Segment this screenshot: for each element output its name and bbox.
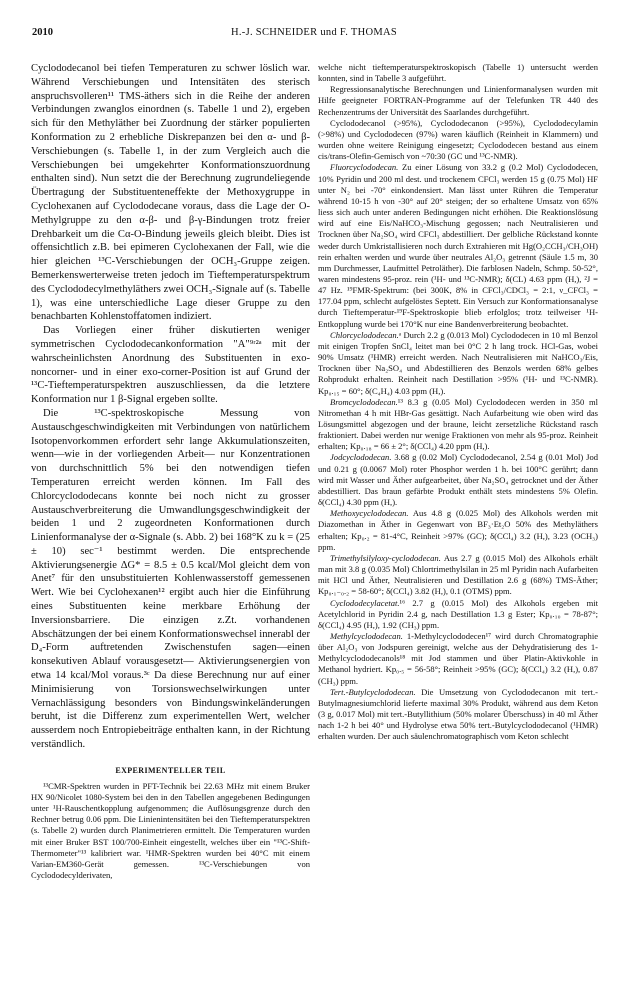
paragraph-text: ¹⁶ 2.7 g (0.015 Mol) des Alkohols ergeben mit Acetylchlorid in Pyridin 2.4 g, nach Destillation 1.3 g Ester; Kp₀.₁₀ = 78-87°; δ(CCl₄) 4.95 (H,), 1.92 (CH₃) ppm. (318, 597, 598, 630)
running-head: H.-J. SCHNEIDER und F. THOMAS (230, 27, 398, 38)
page-number: 2010 (32, 27, 53, 38)
page-header (32, 27, 596, 43)
compound-heading: Chlorcyclododecan. (330, 329, 399, 340)
paragraph (318, 687, 598, 743)
paragraph-text: ᵃ Durch 2.2 g (0.013 Mol) Cyclododecen in 10 ml Benzol mit einigen Tropfen SnCl₄ leitet man bei 0°C 2 h lang trock. HCl-Gas, wobei 90% Umsatz (¹HMR) erreicht werden. Nach Neutralisieren mit NaHCO₃/Eis, Trocknen über Na₂SO₄ und Abdestillieren des Benzols werden 68% gelbes Rohprodukt erhalten. Reinheit nach Destillation >95% (¹H- und ¹³C-NMR). Kp₀.₁₅ = 60°; δ(C₄H₄) 4.03 ppm (H,). (318, 329, 598, 396)
section-heading: EXPERIMENTELLER TEIL (115, 765, 226, 775)
paragraph-text: 1-Methylcyclododecen¹⁷ wird durch Chromatographie über Al₂O₃ von Jodspuren gereinigt, welche aus der Dehydratisierung des 1-Methylcyclododecanols¹⁸ mit Jod stammen und über Platin-Aktivkohle in Methanol hydriert. Kp₀.₅ = 56-58°; Reinheit >95% (GC); δ(CCl₄) 3.2 (H,), 0.87 (CH₃) ppm. (318, 630, 598, 686)
compound-heading: Methylcyclododecan. (330, 630, 403, 641)
compound-heading: Bromcyclododecan. (330, 396, 398, 407)
paragraph-text: 3.68 g (0.02 Mol) Cyclododecanol, 2.54 g (0.01 Mol) Jod und 0.21 g (0.0067 Mol) roter Phosphor werden 1 h. bei 100°C gerührt; dann wird mit Wasser und Äther aufgearbeitet, über Na₂SO₄ getrocknet und der Äther abdestilliert. Das braun gefärbte Produkt enthält stets mindestens 5% Olefin. δ(CCl₄) 4.30 ppm (H,). (318, 452, 598, 508)
paragraph (318, 452, 598, 508)
paragraph-text: Zu einer Lösung von 33.2 g (0.2 Mol) Cyclododecen, 10% Pyridin und 200 ml dest. und trockenem CFCl₃ werden 15 g (0.75 Mol) HF unter N₂ bei -70° einkondensiert. Man lässt unter Rühren die Temperatur während 10-15 h von -30° auf 20° steigen; der so erhaltene Umsatz von 65% liess sich auch unter anderen Bedingungen nicht erhöhen. Die Reaktionslösung wird auf eine Eis/NaHCO₃-Mischung gegossen; nach Neutralisieren und Trocknen über Na₂SO₄ wird CFCl₃ abdestilliert. Der gelbliche Rückstand konnte weder durch Umkristallisieren noch durch Extrahieren mit Hg(O₂CCH₃/CH₃OH) rein erhalten werden und wurde über neutrales Al₂O₃ getrennt (Säule 1.5 m, 30 mm Durchmesser, Laufmittel Petroläther). Die farblosen Nadeln, Schmp. 50-52°, waren mindestens 95-proz. rein (¹H- und ¹³C-NMR); δ(CL) 4.63 ppm (H,), ²J = 47 Hz. ¹⁹FMR-Spektrum: (bei 300K, 8% in CFCl₃/CDCl₃ = 2:1, ν_CFCl₃ = 177.04 ppm, schlecht aufgelöstes Septett. Ein Versuch zur Konformationsanalyse durch Tieftemperatur-¹⁹F-Spektroskopie blieb erfolglos; trotz teilweiser ¹H-Entkopplung wurde bei 170°K nur eine Bandenverbreiterung beobachtet. (318, 162, 598, 329)
paragraph-text: ¹³ 8.3 g (0.05 Mol) Cyclododecen werden in 350 ml Nitromethan 4 h mit HBr-Gas gesättigt. Nach Aufarbeitung wie oben wird das Lösungsmittel abgezogen und der braune, leicht zersetzliche Rückstand rasch fraktioniert. Dabei werden nur wenige Fraktionen von mehr als 95-proz. Reinheit erhalten; Kp₀.₁₈ = 66 ± 2°; δ(CCl₄) 4.20 ppm (H,). (318, 396, 598, 452)
left-column (31, 62, 310, 881)
right-column (318, 62, 598, 743)
paragraph (318, 598, 598, 631)
compound-heading: Fluorcyclododecan. (330, 162, 399, 173)
paragraph: Cyclododecanol bei tiefen Temperaturen zu schwer löslich war. Während Verschiebungen und Intensitäten des sterisch anspruchsvolleren¹¹ TMS-äthers sich in die Reihe der anderen Verbindungen zwanglos einordnen (s. Tabelle 1 und 2), ergeben sich für den Methyläther bei Zuordnung der stärker populierten Konformation zu 2 erhebliche Diskrepanzen bei den α- und β-Verschiebungen (s. Tabelle 1, in der zum Vergleich auch die Verschiebungen bei umgekehrter Konformationszuordnung enthalten sind). Nun setzt die der Berechnung zugrundeliegende Übertragung der Substituenteneffekte der Methoxygruppe in Cyclohexanen auf Cyclododecane voraus, dass die Lage der O-Methylgruppe zu den α-β- und β-γ-Bindungen trotz freier Drehbarkeit um die Cα-O-Bindung jeweils gleich bleibt. Dies ist offensichtlich z.B. bei epimeren Cyclohexanen der Fall, wie die hier gleichen ¹³C-Verschiebungen der OCH₃-Gruppe zeigen. Bemerkenswerterweise treten jedoch im Tieftemperaturspektrum des Cyclododecylmethyläthers zwei OCH₃-Signale auf (s. Tabelle 1), was eine unterschiedliche Lage dieser Gruppe zu den benachbarten Kohlenstoffatomen indiziert. (31, 63, 310, 323)
compound-heading: Cyclododecylacetat. (330, 597, 400, 608)
paragraph-text: Aus 2.7 g (0.015 Mol) des Alkohols erhält man mit 3.8 g (0.035 Mol) Chlortrimethylsilan in 25 ml Pyridin nach Aufarbeiten mit HCl und Äther, Neutralisieren und Destillation 2.6 g (68%) TMS-Äther; Kp₀.₁₋₀.₂ = 58-60°; δ(CCl₄) 3.82 (H,), 0.1 (OTMS) ppm. (318, 552, 598, 597)
paragraph (318, 508, 598, 553)
compound-heading: Tert.-Butylcyclododecan. (330, 686, 416, 697)
compound-heading: Methoxycyclododecan. (330, 508, 409, 519)
paragraph: Die ¹³C-spektroskopische Messung von Austauschgeschwindigkeiten mit Verbindungen von natürlichem Isotopenvorkommen erfordert sehr lange Akkumulationszeiten, wenn—wie in der vorliegenden Arbeit— nur Konzentrationen von durchschnittlich 5% bei den notwendigen tiefen Temperaturen erreicht werden können. Im Fall des Chlorcyclododecans konnte bei noch nicht zu grosser Austauschverbreiterung die Umwandlungsgeschwindigkeit der beiden 1 und 2 zugeordneten Konformationen durch Linienformanalyse der α-Signale (s. Abb. 2) bei 168°K zu k = (25 ± 10) sec⁻¹ bestimmt werden. Die entsprechende Aktivierungsenergie ΔG* = 8.5 ± 0.5 kcal/Mol gleicht dem von Anet⁷ für den unsubstituierten Kohlenwasserstoff gemessenen Wert. Wie bei Cyclohexanen¹² ergibt auch hier die Einführung eines Substituenten keine merkbare Erhöhung der Inversionsbarriere. Die einzigen z.Zt. vorhandenen Abschätzungen der bei einem Konformationswechsel innerabl der D₄-Form auftretenden Zwischenstufen sagen—einen konsekutiven Ablauf vorausgesetzt— Aktivierungsenergien von etwa 14 kcal/Mol voraus.³ᶜ Da diese Berechnung nur auf einer Minimisierung von Torsionswechselwirkungen unter Vernachlässigung besonders von Bindungswinkeländerungen beruht, ist die Differenz zum experimentellen Wert, welcher ausserdem noch Entropiebeiträge enthalten kann, in der Richtung verständlich. (31, 407, 310, 751)
paragraph: Cyclododecanol (>95%), Cyclododecanon (>95%), Cyclododecylamin (>98%) und Cyclododecen (97%) waren käuflich (Reinheit in Klammern) und wurden ohne weitere Reinigung eingesetzt; Cyclododecen bestand aus einem cis/trans-Olefin-Gemisch von ~70:30 (GC und ¹³C-NMR). (318, 117, 598, 162)
paragraph: Regressionsanalytische Berechnungen und Linienformanalysen wurden mit Hilfe geeigneter FORTRAN-Programme auf der Telefunken TR 440 des Rechenzentrums der Universität des Saarlandes durchgeführt. (318, 84, 598, 117)
paragraph (318, 330, 598, 397)
compound-heading: Trimethylsilyloxy-cyclododecan. (330, 552, 441, 563)
paragraph (318, 397, 598, 453)
paragraph: Das Vorliegen einer früher diskutierten weniger symmetrischen Cyclododecankonformation "A"⁹ʳ²ᵃ mit der wahrscheinlichsten Anordnung des Substituenten in exo-noncorner- und in einer exo-corner-Position ist auf Grund der ¹³C-Tieftemperaturspektren auszuschliessen, da die letztere Konformation nur 1 β-Signal ergeben sollte. (31, 325, 310, 406)
paragraph (318, 553, 598, 598)
compound-heading: Jodcyclododecan. (330, 452, 392, 463)
paragraph-text: Die Umsetzung von Cyclododecanon mit tert.-Butylmagnesiumchlorid lieferte maximal 30% Produkt, während aus dem Keton (3 g, 0.017 Mol) mit tert.-Butyllithium (50% molarer Überschuss) in 40 ml Äther nach 1-2 h bei 40° und Hydrolyse etwa 50% tert.-Butylcyclododecanol (¹HMR) erhalten wurden. Der auch säulenchromatographisch vom Keton schlecht (318, 686, 598, 742)
paragraph-text: Aus 4.8 g (0.025 Mol) des Alkohols werden mit Diazomethan in Äther in Gegenwart von BF₃·Et₂O 50% des Methyläthers erhalten; Kp₀.₂ = 81-4°C, Reinheit >97% (GC); δ(CCl₄) 3.2 (H,), 3.23 (OCH₃) ppm. (318, 508, 598, 552)
paragraph (318, 162, 598, 329)
paragraph: welche nicht tieftemperaturspektroskopisch (Tabelle 1) untersucht werden konnten, sind in Tabelle 3 aufgeführt. (318, 62, 598, 84)
paragraph: ¹³CMR-Spektren wurden in PFT-Technik bei 22.63 MHz mit einem Bruker HX 90/Nicolet 1080-System bei den in den Tabellen angegebenen Bedingungen unter ¹H-Rauschentkopplung aufgenommen; die Auflösungsgrenze durch den Rechner betrug 0.06 ppm. Die Linienintensitäten bei den Tieftemperaturspektren (s. Tabelle 2) wurden durch Planimetrieren ermittelt. Die Temperaturen wurden mit einer Bruker BST 100/700-Einheit eingestellt, welches über ein "¹³C-Shift-Thermometer"¹³ kalibriert war. ¹HMR-Spektren wurden bei 40°C mit einem Varian-EM360-Gerät gemessen. ¹³C-Verschiebungen von Cyclododecylderivaten, (31, 780, 310, 881)
paragraph (318, 631, 598, 687)
